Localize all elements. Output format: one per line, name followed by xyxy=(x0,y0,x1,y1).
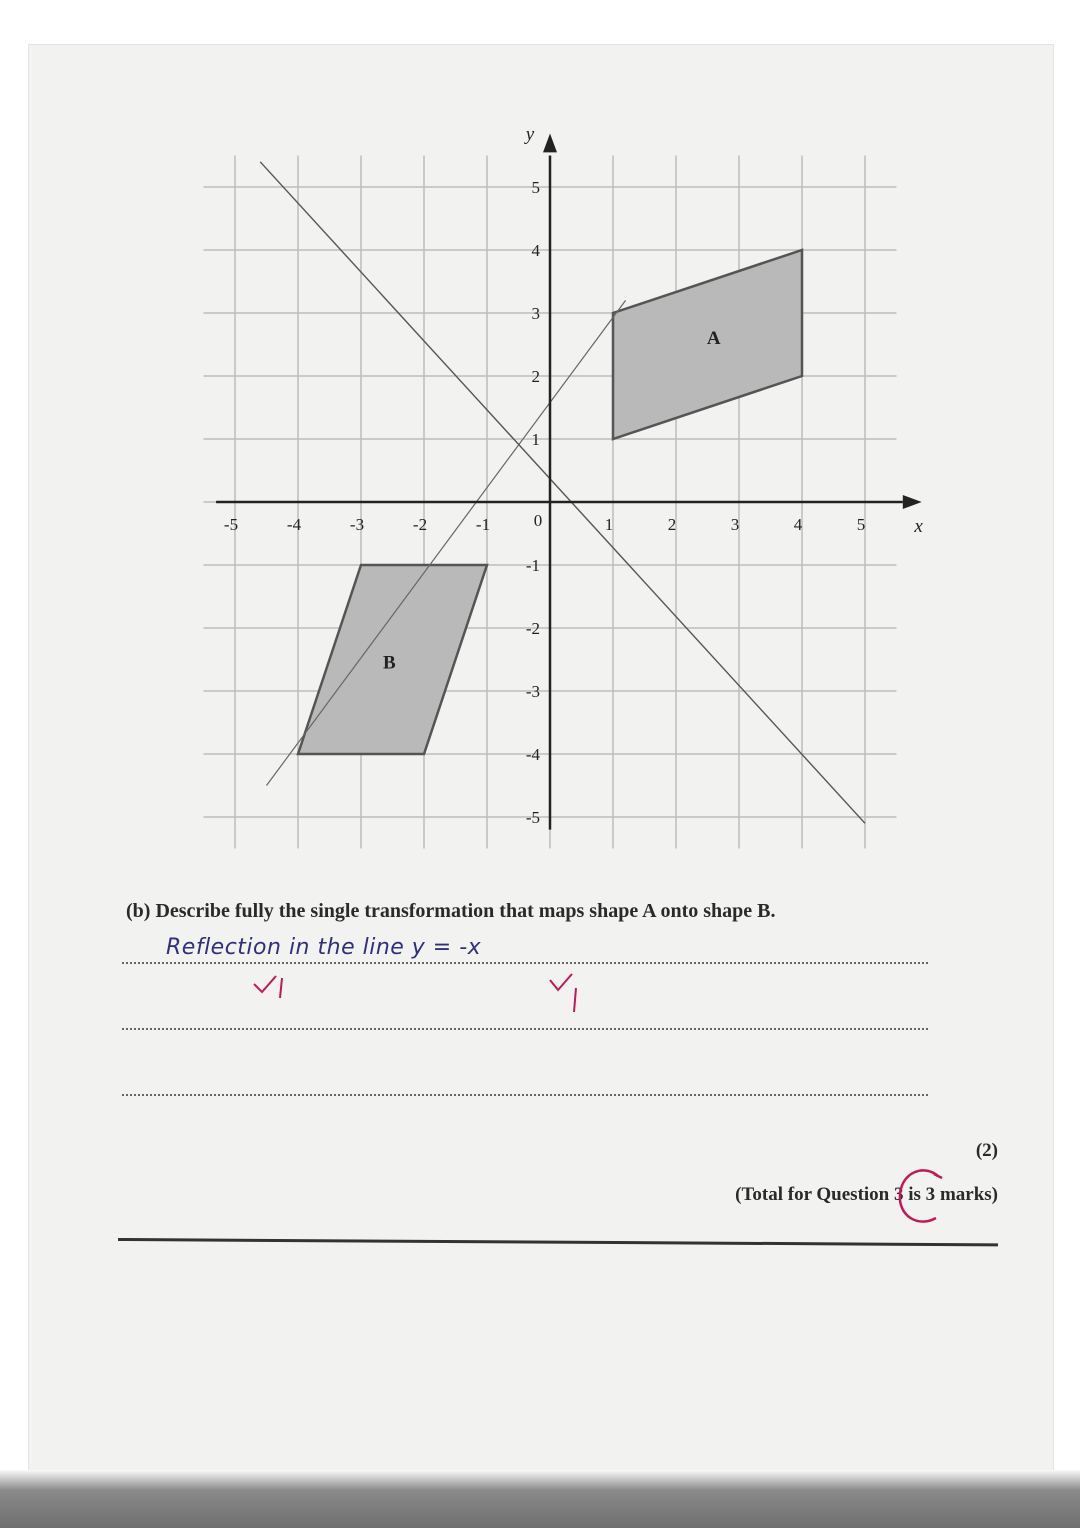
question-text-before: Describe fully the single transformation that maps shape xyxy=(150,900,643,922)
x-tick-label: -2 xyxy=(412,515,428,534)
y-tick-label: -3 xyxy=(525,682,540,701)
y-tick-label: 4 xyxy=(531,241,540,260)
answer-line-1 xyxy=(122,962,928,964)
coordinate-grid xyxy=(220,123,940,840)
shape-b-label: B xyxy=(383,652,396,674)
x-axis-label: x xyxy=(914,516,923,537)
handwritten-answer: Reflection in the line y = -x xyxy=(166,935,482,960)
answer-line-2 xyxy=(122,1028,928,1030)
x-tick-label: 2 xyxy=(667,515,677,534)
y-tick-label: 5 xyxy=(531,178,540,197)
total-after: marks) xyxy=(935,1184,998,1205)
y-tick-label: 3 xyxy=(531,304,540,323)
table-shadow xyxy=(0,1470,1080,1528)
x-tick-label: -1 xyxy=(475,515,491,534)
x-tick-label: 5 xyxy=(856,515,866,534)
question-text xyxy=(126,900,1006,923)
y-tick-label: 1 xyxy=(531,430,540,449)
question-shape-b: B xyxy=(757,900,771,922)
question-part: (b) xyxy=(126,900,151,922)
shape-a-label: A xyxy=(706,328,721,350)
y-tick-label: -2 xyxy=(525,619,540,638)
origin-label: 0 xyxy=(533,511,543,530)
x-axis-arrow-icon xyxy=(903,495,922,509)
y-tick-label: 2 xyxy=(531,367,540,386)
x-tick-label: 1 xyxy=(604,515,614,534)
question-text-after: . xyxy=(770,900,776,922)
total-before: (Total for Question 3 xyxy=(735,1184,909,1205)
x-tick-label: -4 xyxy=(286,515,302,534)
x-tick-label: 4 xyxy=(793,515,803,534)
y-tick-label: -4 xyxy=(525,745,540,764)
question-shape-a: A xyxy=(642,900,656,922)
marks-available: (2) xyxy=(975,1140,998,1161)
question-text-middle: onto shape xyxy=(655,900,758,922)
total-marks xyxy=(735,1184,998,1206)
y-tick-label: -5 xyxy=(525,808,540,827)
y-axis-label: y xyxy=(525,123,535,145)
score-circle-icon xyxy=(894,1164,954,1230)
tick-marks-icon xyxy=(250,968,630,1018)
y-tick-label: -1 xyxy=(525,556,540,575)
total-highlight: is 3 xyxy=(908,1184,936,1205)
x-tick-label: -3 xyxy=(349,515,365,534)
x-tick-label: -5 xyxy=(223,515,239,534)
x-tick-label: 3 xyxy=(730,515,740,534)
line-y-equals-x xyxy=(267,300,626,785)
answer-line-3 xyxy=(122,1094,928,1096)
